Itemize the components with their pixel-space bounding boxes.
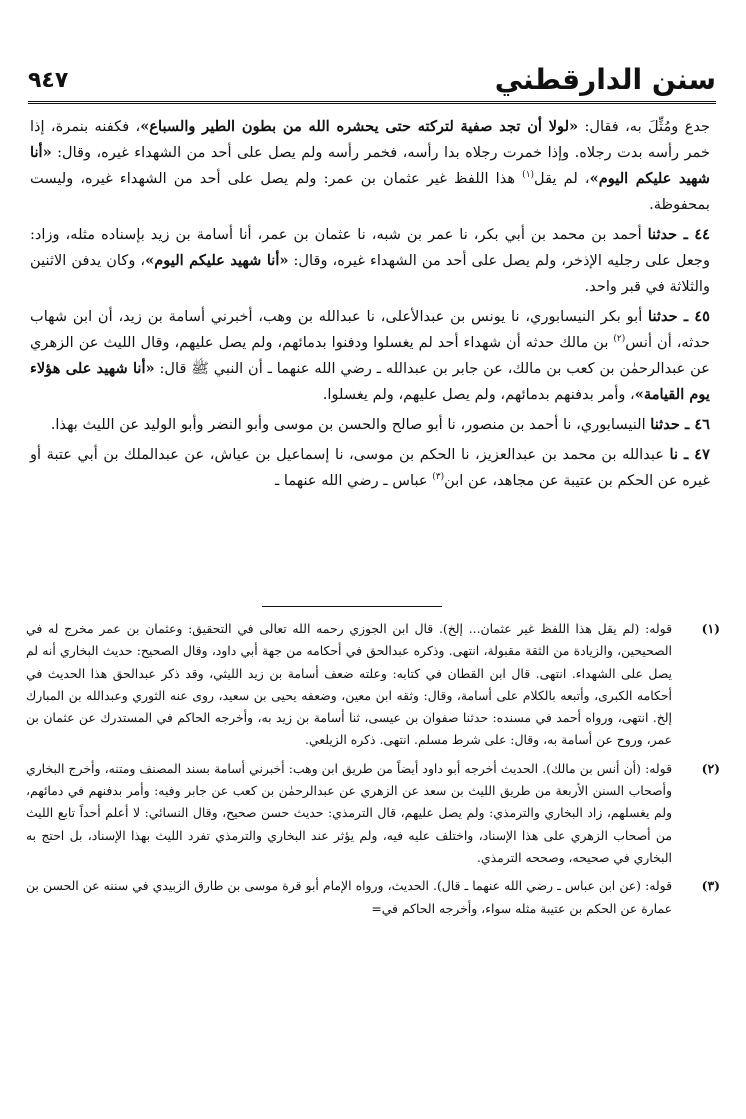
footnote-ref-1[interactable]: (١): [522, 170, 535, 181]
hadith-44: [30, 222, 710, 300]
footnotes: [26, 618, 720, 926]
text-run: بن مالك حدثه أن شهداء أحد لم يغسلوا ودفنوا بدمائهم، ولم يصل عليهم، وقال الليث عن الزهري عن عبدالرحمٰن بن كعب بن مالك، عن جابر بن عبدالله ـ رضي الله عنهما ـ أن النبي ﷺ قال:: [30, 334, 710, 377]
text-run: ، وكان يدفن الاثنين والثلاثة في قبر واحد.: [30, 252, 710, 295]
text-run: ، لم يقل: [534, 170, 590, 187]
text-run: النيسابوري، نا أحمد بن منصور، نا أبو صالح والحسن بن موسى وأبو النضر وأبو الوليد عن الليث بهذا.: [50, 416, 651, 433]
quoted-hadith: «أنا شهيد عليكم اليوم»: [145, 252, 289, 269]
footnote-3: [26, 875, 720, 920]
footnote-number: (٣): [701, 878, 720, 894]
book-title: سنن الدارقطني: [494, 63, 716, 96]
quoted-hadith: «أنا شهيد على هؤلاء يوم القيامة»: [30, 360, 710, 403]
hadith-number: ٤٦ ـ حدثنا: [650, 416, 710, 433]
footnote-separator: [262, 606, 442, 607]
footnote-number: (٢): [701, 760, 720, 776]
page-header: [28, 60, 716, 104]
paragraph-1: [30, 114, 710, 218]
footnote-number: (١): [701, 621, 720, 636]
text-run: جدع ومُثِّلَ به، فقال:: [578, 118, 710, 135]
hadith-number: ٤٥ ـ حدثنا: [648, 308, 711, 325]
text-run: ، فكفنه بنمرة، إذا خمر رأسه بدت رجلاه. وإذا خمرت رجلاه بدا رأسه، فخمر رأسه ولم يصل على أحد من الشهداء غيره، وقال:: [30, 118, 710, 161]
footnote-ref-2[interactable]: (٢): [613, 334, 626, 345]
hadith-46: [30, 412, 710, 438]
text-run: عبدالله بن محمد بن عبدالعزيز، نا الحكم بن موسى، نا إسماعيل بن عياش، عن عبدالملك بن أبي عتبة أو غيره عن الحكم بن عتيبة عن مجاهد، عن ابن: [30, 446, 710, 489]
footnote-1: [26, 618, 720, 752]
footnote-text: قوله: (أن أنس بن مالك). الحديث أخرجه أبو داود أيضاً من طريق ابن وهب: أخبرني أسامة بسند المصنف ومتنه، وأخرج البخاري وأصحاب السنن الأربعة من طريق الليث بن سعد عن الزهري عن عبدالرحمٰن بن كعب عن جابر وفيه: وأمر بدفنهم في دمائهم، ولم يغسلهم، زاد البخاري والترمذي: ولم يصل عليهم، قال الترمذي: حديث حسن صحيح، وقال النسائي: لا أعلم أحداً تابع الليث من أصحاب الزهري على هذا الإسناد، واختلف عليه فيه، ولم يؤثر عند البخاري والترمذي تفرد الليث بهذا الإسناد، بل احتج به البخاري في صحيحه، وصححه الترمذي.: [26, 760, 672, 865]
header-rule: [28, 101, 716, 104]
text-run: عباس ـ رضي الله عنهما ـ: [274, 472, 433, 489]
footnote-text: قوله: (عن ابن عباس ـ رضي الله عنهما ـ قال). الحديث، ورواه الإمام أبو قرة موسى بن طارق الزبيدي في سننه عن الحسن بن عمارة عن الحكم بن عتيبة مثله سواء، وأخرجه الحاكم في=: [26, 878, 672, 916]
main-text: [30, 114, 710, 498]
hadith-45: [30, 304, 710, 408]
footnote-text: قوله: (لم يقل هذا اللفظ غير عثمان... إلخ). قال ابن الجوزي رحمه الله تعالى في التحقيق: وعثمان بن عمر مخرج له في الصحيحين، والزيادة من الثقة مقبولة، انتهى. وذكره عبدالحق في أحكامه من جهة أبي داود، وقال الصحيح: حديث البخاري أنه لم يصل على الشهداء. انتهى. قال ابن القطان في كتابه: وعلته ضعف أسامة بن زيد الليثي، وقد ذكر عبدالحق هذا الحديث في أحكامه الكبرى، وأتبعه بالكلام على أسامة، وقال: وثقه ابن معين، وضعفه يحيى بن سعيد، روى عنه الثوري وعبدالله بن المبارك إلخ. انتهى، ورواه أحمد في مسنده: حدثنا صفوان بن عيسى، ثنا أسامة بن زيد به، وأخرجه الحاكم في المستدرك عن عثمان بن عمر، وروح عن أسامة به، وقال: على شرط مسلم. انتهى. ذكره الزيلعي.: [26, 621, 672, 748]
hadith-47: [30, 442, 710, 494]
quoted-hadith: «أنا شهيد عليكم اليوم»: [30, 144, 710, 187]
hadith-number: ٤٧ ـ نا: [669, 446, 710, 463]
text-run: أبو بكر النيسابوري، نا يونس بن عبدالأعلى، نا عبدالله بن وهب، أخبرني أسامة بن زيد، أن ابن شهاب حدثه، أن أنس: [30, 308, 710, 351]
footnote-ref-3[interactable]: (٣): [432, 472, 445, 483]
text-run: ، وأمر بدفنهم بدمائهم، ولم يصل عليهم، ولم يغسلوا.: [322, 386, 635, 403]
quoted-hadith: «لولا أن تجد صفية لتركته حتى يحشره الله من بطون الطير والسباع»: [140, 118, 579, 135]
footnote-2: [26, 758, 720, 869]
hadith-number: ٤٤ ـ حدثنا: [647, 226, 711, 243]
page-number: ٩٤٧: [28, 68, 69, 93]
text-run: أحمد بن محمد بن أبي بكر، نا عمر بن شبه، نا عثمان بن عمر، أنا أسامة بن زيد بإسناده مثله، وزاد: وجعل على رجليه الإذخر، ولم يصل على أحد من الشهداء غيره، وقال:: [30, 226, 710, 269]
text-run: هذا اللفظ غير عثمان بن عمر: ولم يصل على أحد من الشهداء غيره، وليست بمحفوظة.: [30, 170, 710, 213]
